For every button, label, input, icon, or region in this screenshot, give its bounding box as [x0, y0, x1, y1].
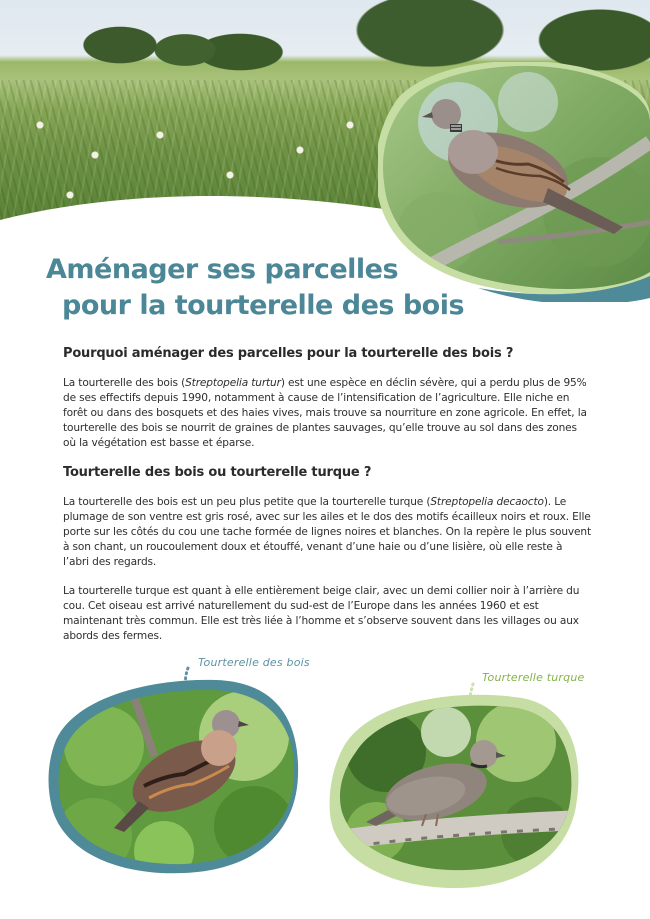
photo-tourterelle-turque	[326, 692, 582, 892]
paragraph-bois	[63, 495, 591, 570]
article-body	[63, 346, 591, 658]
caption-tourterelle-turque: Tourterelle turque	[482, 671, 585, 684]
species-name: Streptopelia turtur	[185, 377, 281, 389]
paragraph-turque: La tourterelle turque est quant à elle entièrement beige clair, avec un demi collier noir à l’arrière du cou. Cet oiseau est arrivé naturellement du sud-est de l’Europe dans les années 1960 et est maintenant très commun. Elle est très liée à l’homme et s’observe souvent dans les villages ou aux abords des fermes.	[63, 585, 580, 642]
text-span: ). Le plumage de son ventre est gris rosé, avec sur les ailes et le dos des motifs écailleux noirs et roux. Elle porte sur les côtés du cou une tache formée de lignes noires et blanches. On la repère le plus souvent à son chant, un roucoulement doux et étouffé, venant d’une haie ou d’une lisière, où elle reste à l’abri des regards.	[63, 496, 591, 568]
text-span: La tourterelle des bois est un peu plus petite que la tourterelle turque (	[63, 496, 431, 508]
photo-tourterelle-bois	[44, 676, 299, 876]
text-span: ) est une espèce en déclin sévère, qui a perdu plus de 95% de ses effectifs depuis 1990, notamment à cause de l’intensification de l’agriculture. Elle niche en forêt ou dans des bosquets et des haies vives, mais trouve sa nourriture en zone agricole. En effet, la tourterelle des bois se nourrit de graines de plantes sauvages, qu’elle trouve au sol dans des zones où la végétation est basse et éparse.	[63, 377, 587, 449]
page-title	[46, 252, 466, 324]
section-heading-comparison: Tourterelle des bois ou tourterelle turque ?	[63, 465, 372, 480]
section-heading-why: Pourquoi aménager des parcelles pour la tourterelle des bois ?	[63, 346, 514, 361]
caption-tourterelle-bois: Tourterelle des bois	[198, 656, 310, 669]
paragraph-why	[63, 376, 591, 451]
text-span: La tourterelle des bois (	[63, 377, 186, 389]
species-name: Streptopelia decaocto	[430, 496, 544, 508]
title-line-1: Aménager ses parcelles	[46, 254, 399, 285]
title-line-2: pour la tourterelle des bois	[62, 290, 465, 321]
